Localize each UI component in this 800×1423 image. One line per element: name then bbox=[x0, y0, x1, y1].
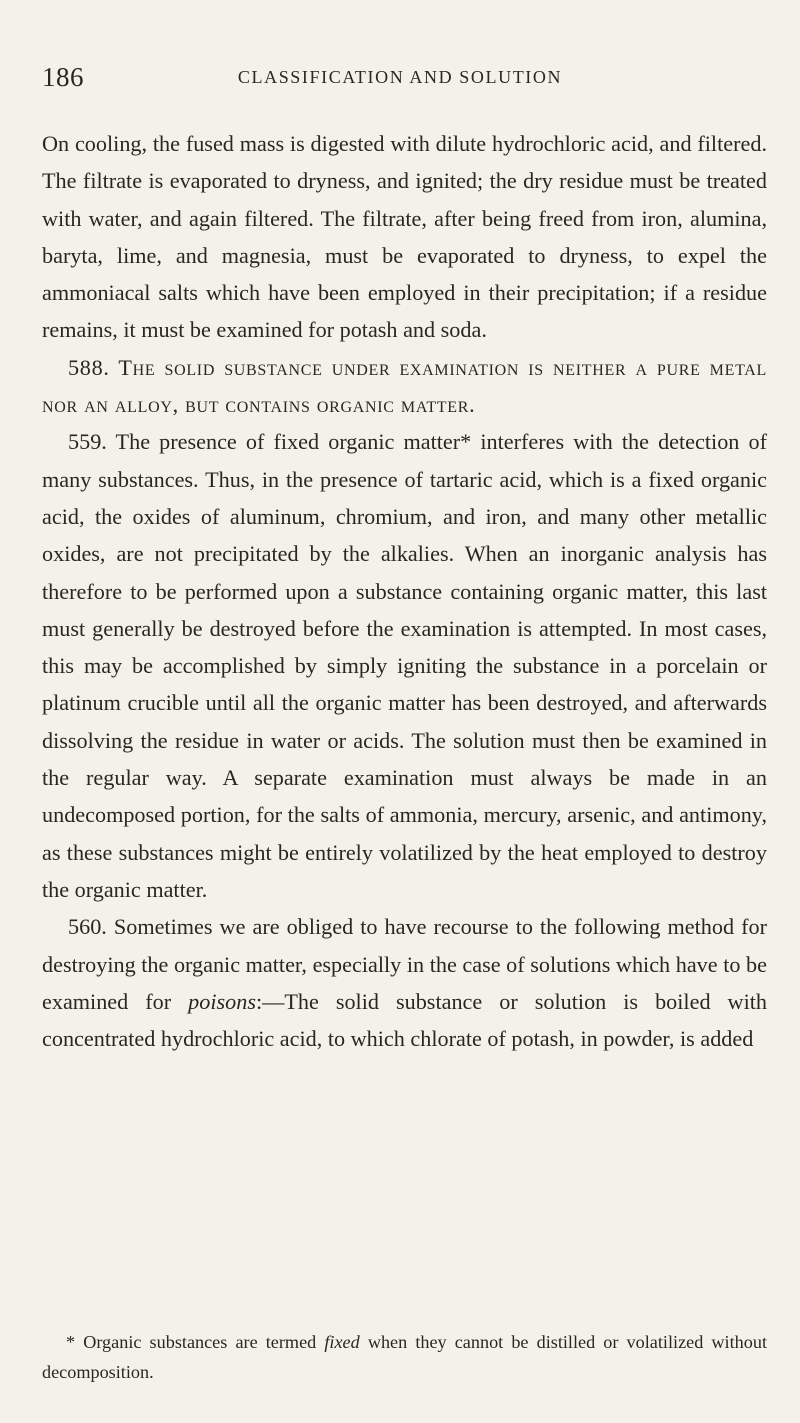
page-header bbox=[42, 62, 758, 102]
footnote-text-end: when they cannot be distilled or volatilized without decomposition. bbox=[42, 1332, 768, 1382]
section-heading-588: 588. The solid substance under examination is neither a pure metal nor an alloy, but contains organic matter. bbox=[42, 354, 767, 418]
paragraph-560-text-end: :—The solid substance or solution is boiled with concentrated hydrochloric acid, to which chlorate of potash, in powder, is added bbox=[42, 988, 767, 1052]
running-head: CLASSIFICATION AND SOLUTION bbox=[237, 67, 563, 87]
paragraph-cooling: On cooling, the fused mass is digested with dilute hydrochloric acid, and filtered. The filtrate is evaporated to dryness, and ignited; the dry residue must be treated with water, and again filtered. The filtrate, after being freed from iron, alumina, baryta, lime, and magnesia, must be evaporated to dryness, to expel the ammoniacal salts which have been employed in their precipitation; if a residue remains, it must be examined for potash and soda. bbox=[42, 131, 767, 343]
paragraph-559: 559. The presence of fixed organic matter* interferes with the detection of many substances. Thus, in the presence of tartaric acid, which is a fixed organic acid, the oxides of aluminum, chromium, and iron, and many other metallic oxides, are not precipitated by the alkalies. When an inorganic analysis has therefore to be performed upon a substance containing organic matter, this last must generally be destroyed before the examination is attempted. In most cases, this may be accomplished by simply igniting the substance in a porcelain or platinum crucible until all the organic matter has been destroyed, and afterwards dissolving the residue in water or acids. The solution must then be examined in the regular way. A separate examination must always be made in an undecomposed portion, for the salts of ammonia, mercury, arsenic, and antimony, as these substances might be entirely volatilized by the heat employed to destroy the organic matter. bbox=[42, 429, 767, 902]
page-number: 186 bbox=[42, 62, 84, 92]
paragraph-560 bbox=[42, 908, 767, 1057]
page-body bbox=[42, 125, 767, 1057]
footnote-text: * Organic substances are termed bbox=[66, 1332, 325, 1352]
paragraph-560-italic: poisons bbox=[188, 988, 256, 1014]
footnote bbox=[42, 1327, 767, 1387]
footnote-italic: fixed bbox=[324, 1332, 360, 1352]
paragraph-560-text: 560. Sometimes we are obliged to have recourse to the following method for destroying the organic matter, especially in the case of solutions which have to be examined for bbox=[42, 914, 767, 1014]
